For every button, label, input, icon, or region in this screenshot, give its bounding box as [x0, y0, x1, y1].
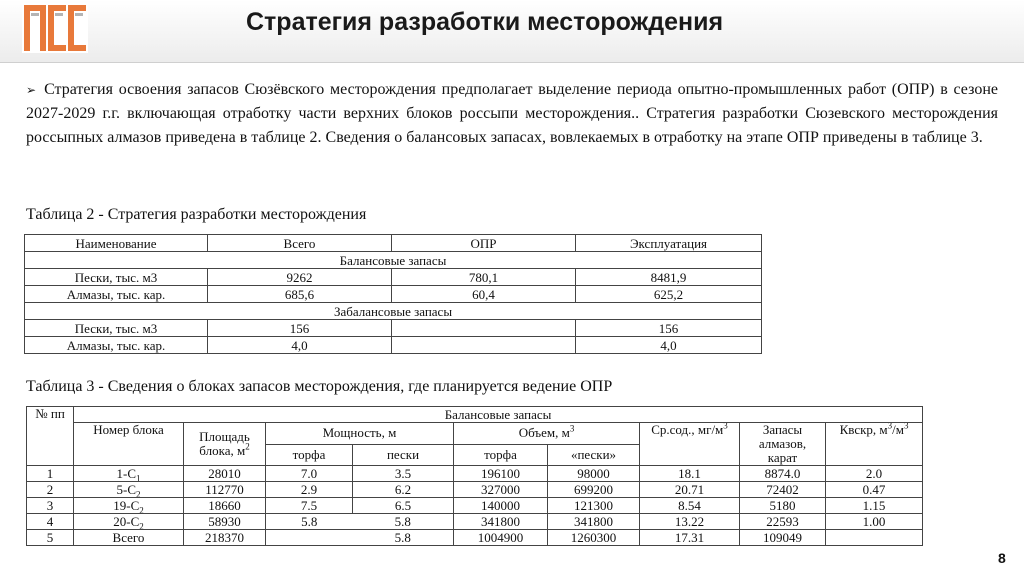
col-reserves-header: Запасы алмазов, карат [740, 423, 826, 466]
cell-reserves: 8874.0 [740, 466, 826, 482]
row-name: Пески, тыс. м3 [25, 320, 208, 337]
cell-thick-sand: 5.8 [353, 514, 454, 530]
table-row [25, 337, 762, 354]
cell-vol-peat: 327000 [454, 482, 548, 498]
cell-vol-sand: 341800 [548, 514, 640, 530]
slide-title: Стратегия разработки месторождения [246, 8, 724, 36]
cell-grade: 20.71 [640, 482, 740, 498]
block-label: 1-С [116, 465, 136, 481]
row-opr [392, 337, 576, 354]
table2-caption: Таблица 2 - Стратегия разработки месторождения [26, 206, 367, 223]
table-header-row [27, 423, 923, 445]
cell-block [74, 514, 184, 530]
row-opr: 60,4 [392, 286, 576, 303]
cell-thick-sand: 3.5 [353, 466, 454, 482]
cell-kvskr: 0.47 [826, 482, 923, 498]
row-name: Алмазы, тыс. кар. [25, 286, 208, 303]
block-sub: 1 [136, 473, 141, 482]
grade-sup: 3 [723, 422, 728, 431]
cell-block [74, 466, 184, 482]
block-label: 19-С [113, 497, 140, 513]
row-opr: 780,1 [392, 269, 576, 286]
cell-kvskr [826, 530, 923, 546]
cell-vol-peat: 1004900 [454, 530, 548, 546]
volume-label: Объем, м [518, 425, 570, 441]
block-label: 20-С [113, 513, 140, 529]
block-sub: 2 [136, 489, 141, 498]
cell-grade: 17.31 [640, 530, 740, 546]
row-total: 9262 [208, 269, 392, 286]
cell-vol-sand: 699200 [548, 482, 640, 498]
section-row [25, 252, 762, 269]
cell-thick-sand: 6.5 [353, 498, 454, 514]
row-expl: 8481,9 [576, 269, 762, 286]
intro-paragraph [26, 78, 998, 150]
cell-area: 28010 [184, 466, 266, 482]
slide-header [0, 0, 1024, 63]
row-expl: 156 [576, 320, 762, 337]
table-row [25, 286, 762, 303]
balance-header: Балансовые запасы [74, 407, 923, 423]
cell-block [74, 482, 184, 498]
table-row [27, 530, 923, 546]
row-total: 4,0 [208, 337, 392, 354]
col-vol-sand-header: «пески» [548, 444, 640, 466]
table-row [27, 482, 923, 498]
page-number: 8 [998, 550, 1006, 566]
row-opr [392, 320, 576, 337]
cell-num: 2 [27, 482, 74, 498]
col-total-header: Всего [208, 235, 392, 252]
col-area-header [184, 423, 266, 466]
col-name-header: Наименование [25, 235, 208, 252]
row-name: Пески, тыс. м3 [25, 269, 208, 286]
cell-vol-peat: 196100 [454, 466, 548, 482]
block-label: 5-С [116, 481, 136, 497]
cell-reserves: 72402 [740, 482, 826, 498]
row-total: 156 [208, 320, 392, 337]
cell-thick-peat: 7.0 [266, 466, 353, 482]
blocks-table [26, 406, 923, 546]
table-header-row [27, 407, 923, 423]
cell-vol-sand: 121300 [548, 498, 640, 514]
cell-block [74, 498, 184, 514]
table-row [27, 466, 923, 482]
col-grade-header [640, 423, 740, 466]
kvskr-sup1: 3 [887, 422, 893, 431]
row-expl: 625,2 [576, 286, 762, 303]
col-expl-header: Эксплуатация [576, 235, 762, 252]
cell-num: 4 [27, 514, 74, 530]
volume-sup: 3 [569, 423, 575, 434]
cell-thick-peat: 2.9 [266, 482, 353, 498]
company-logo-icon [22, 3, 88, 53]
col-num-header: № пп [27, 407, 74, 466]
col-thick-peat-header: торфа [266, 444, 353, 466]
cell-reserves: 109049 [740, 530, 826, 546]
intro-text: Стратегия освоения запасов Сюзёвского месторождения предполагает выделение периода опытно-промышленных работ (ОПР) в сезоне 2027-2029 г.г. включающая отработку части верхних блоков россыпи месторождения.. Стратегия разработки Сюзевского месторождения россыпных алмазов приведена в таблице 2. Сведения о балансовых запасах, вовлекаемых в отработку на этапе ОПР приведены в таблице 3. [26, 81, 998, 146]
cell-num: 3 [27, 498, 74, 514]
cell-vol-sand: 1260300 [548, 530, 640, 546]
strategy-table [24, 234, 762, 354]
col-vol-peat-header: торфа [454, 444, 548, 466]
cell-reserves: 22593 [740, 514, 826, 530]
block-sub: 2 [139, 521, 144, 530]
table-row [25, 269, 762, 286]
cell-area: 218370 [184, 530, 266, 546]
cell-grade: 18.1 [640, 466, 740, 482]
cell-thick-sand: 6.2 [353, 482, 454, 498]
cell-reserves: 5180 [740, 498, 826, 514]
cell-kvskr: 2.0 [826, 466, 923, 482]
table-row [27, 498, 923, 514]
col-block-header: Номер блока [74, 423, 184, 466]
section-row [25, 303, 762, 320]
cell-vol-peat: 140000 [454, 498, 548, 514]
kvskr-mid: /м [892, 422, 904, 437]
cell-grade: 13.22 [640, 514, 740, 530]
section-offbalance: Забалансовые запасы [25, 303, 762, 320]
cell-thick-peat: 5.8 [266, 514, 353, 530]
block-sub: 2 [139, 505, 144, 514]
row-total: 685,6 [208, 286, 392, 303]
table-row [27, 514, 923, 530]
area-sup: 2 [245, 441, 250, 452]
arrow-bullet-icon: ➢ [26, 83, 37, 97]
row-expl: 4,0 [576, 337, 762, 354]
cell-kvskr: 1.15 [826, 498, 923, 514]
section-balance: Балансовые запасы [25, 252, 762, 269]
cell-area: 18660 [184, 498, 266, 514]
table-row [25, 320, 762, 337]
col-thick-sand-header: пески [353, 444, 454, 466]
table3-caption: Таблица 3 - Сведения о блоках запасов месторождения, где планируется ведение ОПР [26, 378, 613, 395]
kvskr-label: Квскр, м [839, 422, 888, 437]
cell-area: 112770 [184, 482, 266, 498]
cell-thick-peat [266, 530, 353, 546]
cell-vol-peat: 341800 [454, 514, 548, 530]
col-opr-header: ОПР [392, 235, 576, 252]
cell-num: 1 [27, 466, 74, 482]
table-header-row [25, 235, 762, 252]
cell-vol-sand: 98000 [548, 466, 640, 482]
cell-thick-sand: 5.8 [353, 530, 454, 546]
col-volume-header [454, 423, 640, 445]
cell-grade: 8.54 [640, 498, 740, 514]
block-label: Всего [112, 529, 145, 545]
area-label: Площадь блока, м [199, 429, 250, 458]
col-thickness-header: Мощность, м [266, 423, 454, 445]
cell-block [74, 530, 184, 546]
cell-kvskr: 1.00 [826, 514, 923, 530]
col-kvskr-header [826, 423, 923, 466]
cell-area: 58930 [184, 514, 266, 530]
row-name: Алмазы, тыс. кар. [25, 337, 208, 354]
grade-label: Ср.сод., мг/м [651, 422, 724, 437]
cell-num: 5 [27, 530, 74, 546]
cell-thick-peat: 7.5 [266, 498, 353, 514]
kvskr-sup2: 3 [903, 422, 909, 431]
